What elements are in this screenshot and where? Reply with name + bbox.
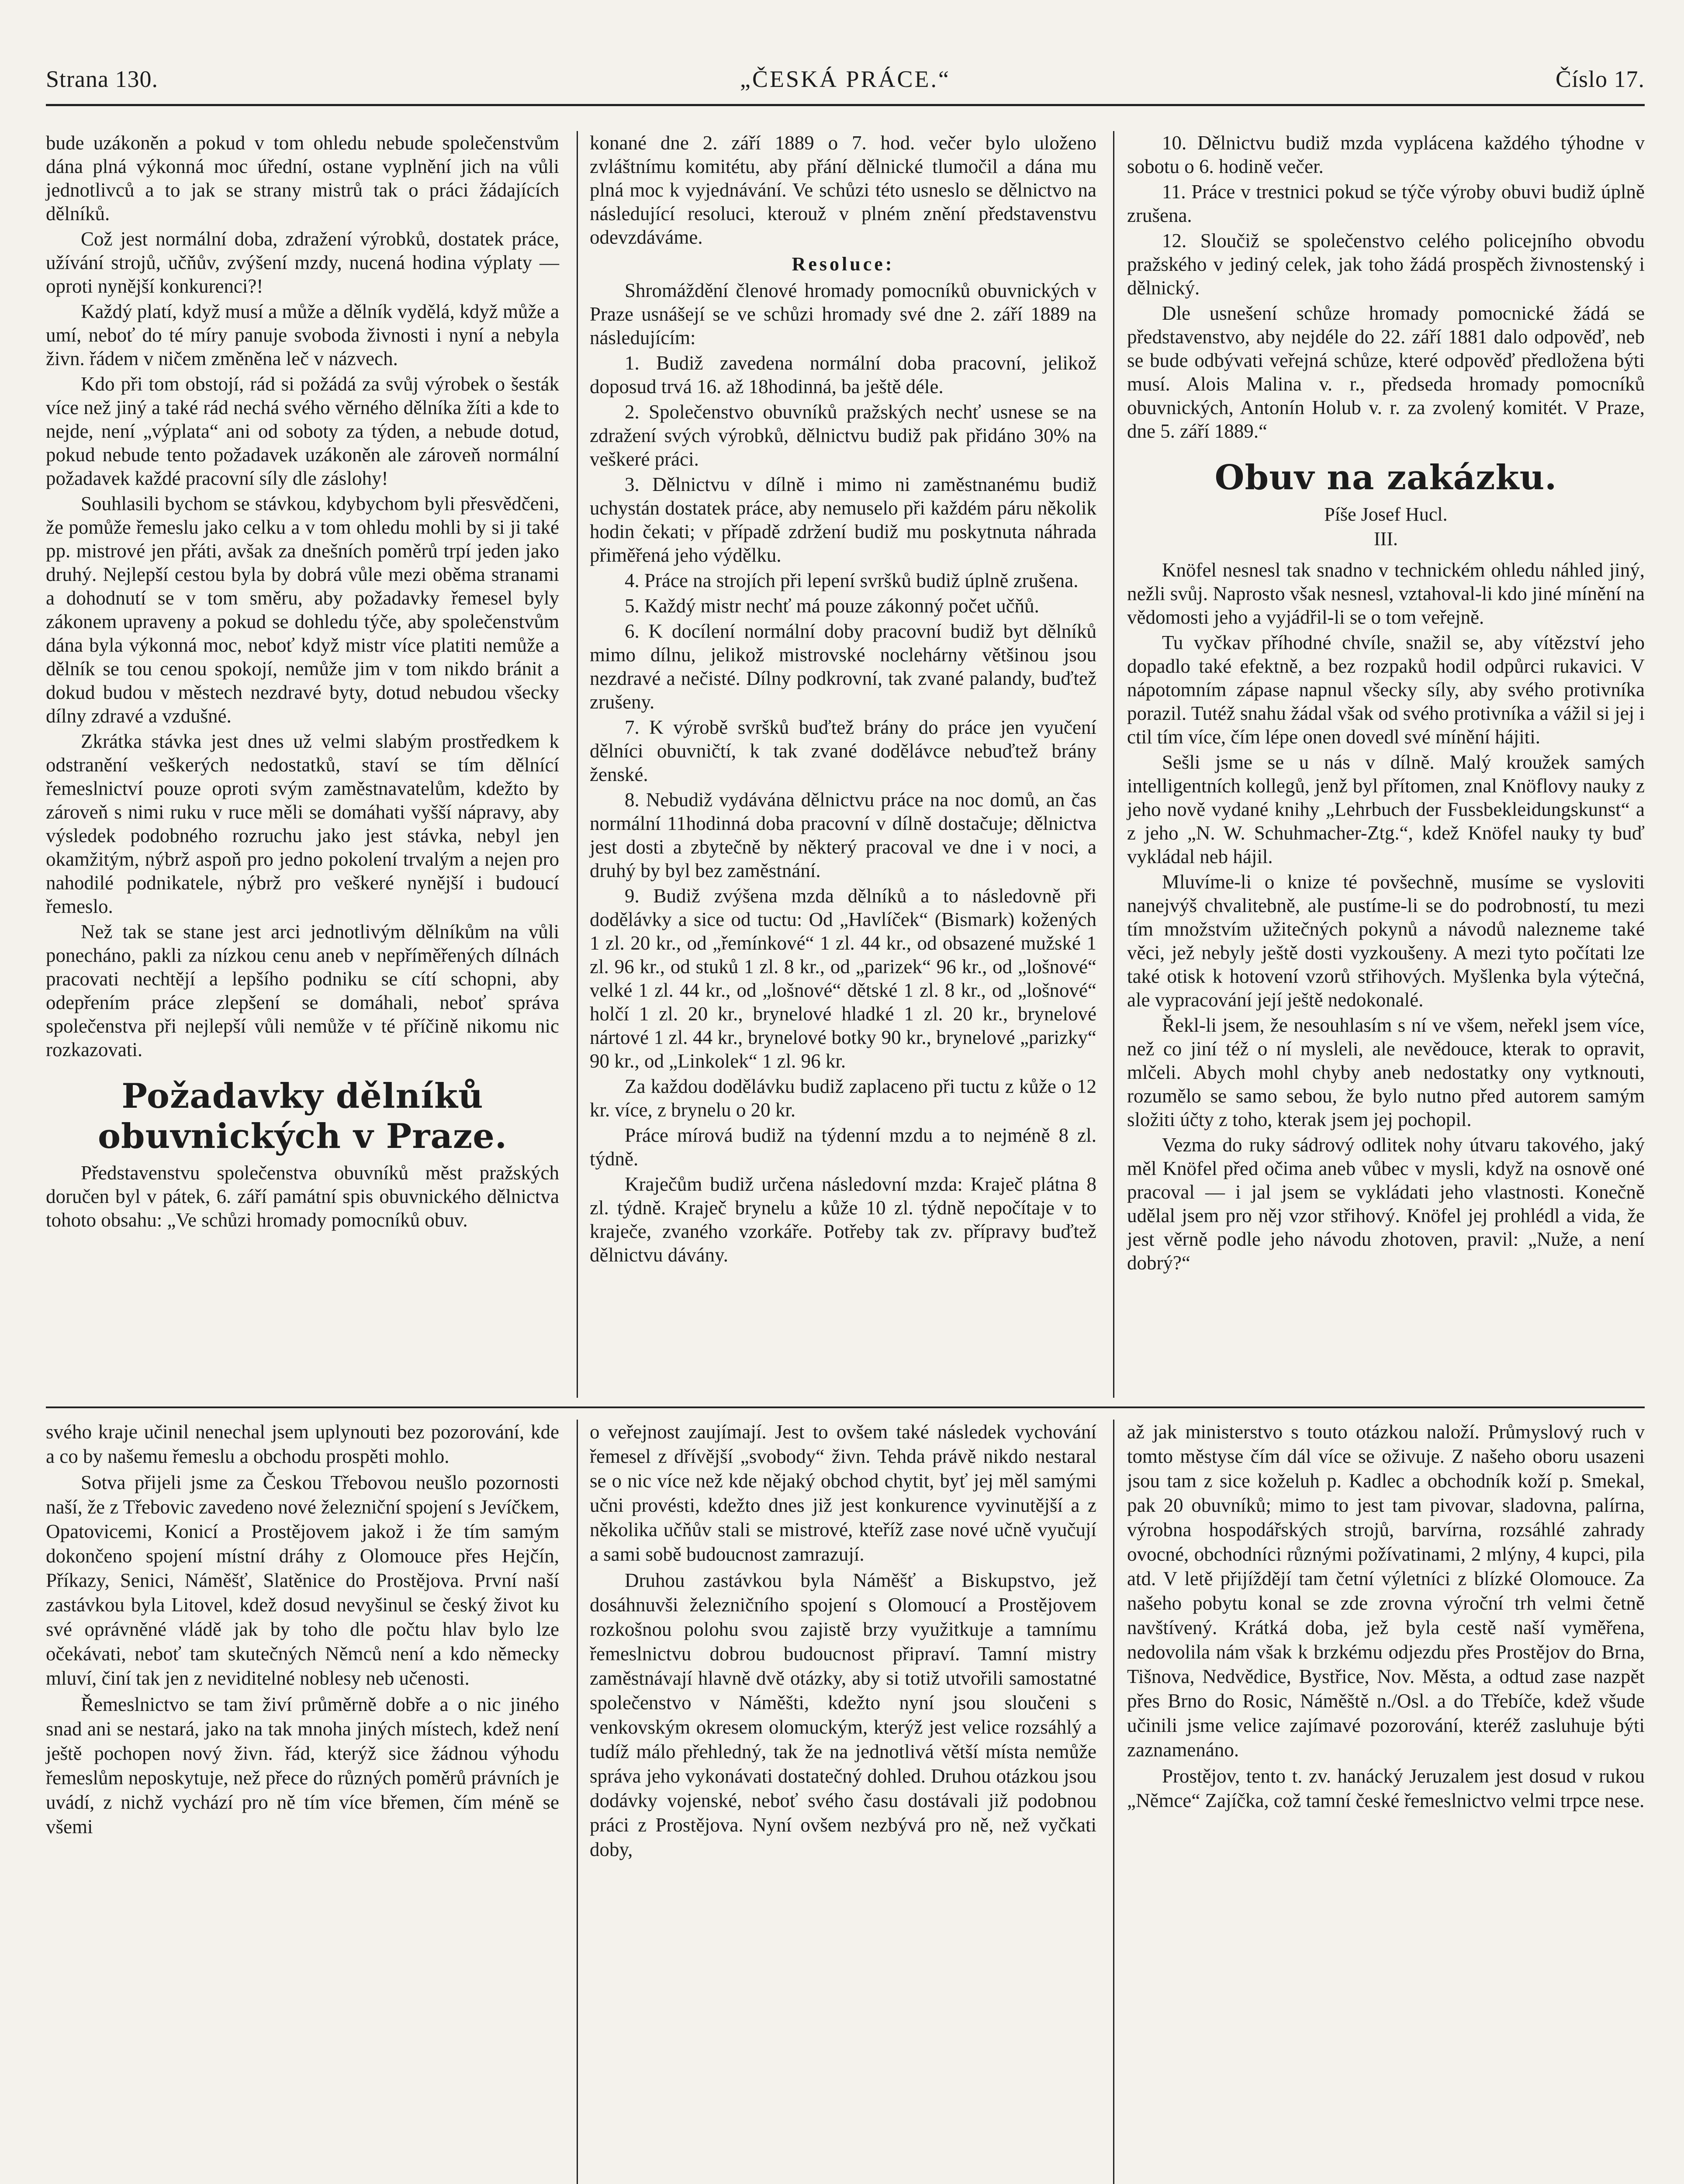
article-paragraph: Vezma do ruky sádrový odlitek nohy útvaru takového, jaký měl Knöfel před očima aneb vůbec v mysli, když na osnově oné pracoval — i jal jsem se vykládati jeho vlastnosti. Konečně udělal jsem pro něj vzor střihový. Knöfel jej prohlédl a vida, že jest věrně podle jeho návodu zhotoven, pravil: „Nuže, a není dobrý?“ xyxy=(1127,1134,1645,1274)
article-paragraph: Mluvíme-li o knize té povšechně, musíme se vysloviti nanejvýš chvalitebně, ale pustíme-li se do podrobností, tu mezi tím množstvím užitečných pokynů a návodů nalezneme také věci, jež nebyly ještě dosti vyzkoušeny. A mezi tyto počítati lze také otisk k hotovení vzorů střihových. Myšlenka byla výtečná, ale vypracování její ještě nedokonalé. xyxy=(1127,871,1645,1011)
article-paragraph: Souhlasili bychom se stávkou, kdybychom byli přesvědčeni, že pomůže řemeslu jako celku a v tom ohledu mohli by si ji také pp. mistrové jen přáti, avšak za dnešních poměrů trpí jeden jako druhý. Nejlepší cestou byla by dobrá vůle mezi oběma stranami a dohodnutí se v tom směru, aby požadavky řemesel byly zákonem upraveny a pokud se dohledu týče, aby společenstvům dána byla výkonná moc, neboť když mistr více platiti nemůže a dělník se tou cenou spokojí, nemůže jim v tom nikdo bránit a dokud budou v městech nezdravé byty, dotud nebudou všecky dílny zdravé a vzdušné. xyxy=(46,493,559,727)
resolution-item: 8. Nebudiž vydávána dělnictvu práce na noc domů, an čas normální 11hodinná doba pracovní v dílně dostačuje; dělnictva jest dosti a zbytečně by některý pracoval ve dne i v noci, a druhý by byl bez zaměstnání. xyxy=(590,789,1096,881)
resolution-item: 3. Dělnictvu v dílně i mimo ni zaměstnanému budiž uchystán dostatek práce, aby nemuselo při každém páru několik hodin čekati; v případě zdržení budiž mu poskytnuta náhrada přiměřená jeho výdělku. xyxy=(590,473,1096,566)
article-paragraph: Řekl-li jsem, že nesouhlasím s ní ve všem, neřekl jsem více, než co jiní též o ní mysleli, ale nevědouce, kterak to opravit, mlčeli. Abych mohl chyby aneb nedostatky ony vytknouti, rozumělo se samo sebou, že bylo nutno před autorem samým složiti účty z toho, kterak jsem jej pochopil. xyxy=(1127,1014,1645,1130)
page-header xyxy=(46,61,1645,100)
article-paragraph: Což jest normální doba, zdražení výrobků, dostatek práce, užívání strojů, učňův, zvýšení mzdy, nucená hodina výplaty — oproti nynější konkurenci?! xyxy=(46,228,559,297)
article-paragraph: Tu vyčkav příhodné chvíle, snažil se, aby vítězství jeho dopadlo také efektně, a bez rozpaků hodil odpůrci rukavici. V nápotomním zápase napnul všecky síly, aby svého protivníka porazil. Tutéž snahu žádal však od svého protivníka a vážil si jej i ctil tím více, čím lépe onen dovedl své mínění hájiti. xyxy=(1127,632,1645,748)
resolution-item: 12. Sloučiž se společenstvo celého policejního obvodu pražského v jediný celek, jak toho žádá prospěch živnostenský i dělnický. xyxy=(1127,230,1645,299)
article-paragraph: svého kraje učinil nenechal jsem uplynouti bez pozorování, kde a co by našemu řemeslu a obchodu prospěti mohlo. xyxy=(46,1421,559,1467)
article-paragraph: Představenstvu společenstva obuvníků měst pražských doručen byl v pátek, 6. září památní spis obuvnického dělnictva tohoto obsahu: „Ve schůzi hromady pomocníků obuv. xyxy=(46,1162,559,1231)
top-column-2 xyxy=(590,131,1096,1398)
resolution-item: 5. Každý mistr nechť má pouze zákonný počet učňů. xyxy=(625,595,1039,617)
issue-number: Číslo 17. xyxy=(1555,66,1645,92)
article-paragraph: Kdo při tom obstojí, rád si požádá za svůj výrobek o šesták více než jiný a také rád nechá svého věrného dělníka žíti a kde to nejde, není „výplata“ ani od soboty za týden, a nebude dotud, pokud nebude tento požadavek uzákoněn ale zároveň normální požadavek každé pracovní síly dle záslohy! xyxy=(46,373,559,489)
column-separator xyxy=(577,1420,578,2184)
resolution-item: 9. Budiž zvýšena mzda dělníků a to následovně při dodělávky a sice od tuctu: Od „Havlíček“ (Bismark) kožených 1 zl. 20 kr., od „řemínkové“ 1 zl. 44 kr., od obsazené mužské 1 zl. 96 kr., od stuků 1 zl. 8 kr., od „parizek“ 96 kr., od „lošnové“ velké 1 zl. 44 kr., od „lošnové“ dětské 1 zl. 8 kr., od „lošnové“ holčí 1 zl. 20 kr., brynelové hladké 1 zl. 20 kr., brynelové nártové 1 zl. 44 kr., brynelové botky 90 kr., brynelové „parizky“ 90 kr., od „Linkolek“ 1 zl. 96 kr. xyxy=(590,885,1096,1072)
resolution-item: 10. Dělnictvu budiž mzda vyplácena každého týhodne v sobotu o 6. hodině večer. xyxy=(1127,132,1645,177)
article-paragraph: Za každou dodělávku budiž zaplaceno při tuctu z kůže o 12 kr. více, z brynelu o 20 kr. xyxy=(590,1075,1096,1121)
resolution-item: 4. Práce na strojích při lepení svršků budiž úplně zrušena. xyxy=(625,570,1079,591)
article-paragraph: Zkrátka stávka jest dnes už velmi slabým prostředkem k odstranění veškerých nedostatků, staví se tím dělnící řemeslnictví pouze oproti svým zaměstnavatelům, kdežto by zároveň s nimi ruku v ruce měli se domáhati vyšší nápravy, aby výsledek podobného rozruchu jako jest stávka, nebyl jen okamžitým, nýbrž aspoň pro jedno pokolení trvalým a nejen pro nahodilé podnikatele, nýbrž pro veškeré nynější i budoucí řemeslo. xyxy=(46,730,559,917)
top-column-3 xyxy=(1127,131,1645,1398)
bottom-column-1 xyxy=(46,1420,559,2184)
article-author: Píše Josef Hucl. xyxy=(1324,504,1448,525)
resolution-item: 1. Budiž zavedena normální doba pracovní, jelikož doposud trvá 16. až 18hodinná, ba ještě déle. xyxy=(590,352,1096,397)
column-separator xyxy=(1113,1420,1114,2184)
section-separator xyxy=(46,1406,1645,1408)
page-number: Strana 130. xyxy=(46,66,158,92)
article-paragraph: Než tak se stane jest arci jednotlivým dělníkům na vůli ponecháno, pakli za nízkou cenu aneb v nepříměřených dílnách pracovati nechtějí a lepšího podniku se cítí schopni, aby odepřením práce zlepšení se domáhali, neboť správa společenstva při nejlepší vůli nemůže v té příčině nikomu nic rozkazovati. xyxy=(46,921,559,1061)
column-separator xyxy=(577,131,578,1398)
article-paragraph: až jak ministerstvo s touto otázkou naloží. Průmyslový ruch v tomto městyse čím dál více se oživuje. Z našeho oboru usazeni jsou tam z sice koželuh p. Kadlec a obchodník koží p. Smekal, pak 20 obuvníků; mimo to jest tam pivovar, sladovna, palírna, výrobna hospodářských strojů, barvírna, rozsáhlé zahrady ovocné, obchodníci různými požívatinami, 2 mlýny, 4 kupci, pila atd. V letě přijíždějí tam četní výletníci z blízké Olomouce. Za našeho pobytu konal se zde zrovna výroční trh velmi četně navštívený. Krátká doba, jež byla cestě naší vyměřena, nedovolila nám však k brzkému odjezdu přes Prostějov do Brna, Tišnova, Nedvědice, Bystřice, Nov. Města, a odtud zase nazpět přes Brno do Rosic, Náměště n./Osl. a do Třebíče, kdež všude učinili jsme velice zajímavé pozorování, kteréž zasluhuje býti zaznamenáno. xyxy=(1127,1421,1645,1761)
article-paragraph: konané dne 2. září 1889 o 7. hod. večer bylo uloženo zvláštnímu komitétu, aby přání dělnické tlumočil a dána mu plná moc k vyjednávání. Ve schůzi této usneslo se dělnictvo na následující resoluci, kterouž v plném znění představenstvu odevzdáváme. xyxy=(590,132,1096,248)
section-heading: Obuv na zakázku. xyxy=(1214,458,1557,498)
resolution-item: 11. Práce v trestnici pokud se týče výroby obuvi budiž úplně zrušena. xyxy=(1127,181,1645,226)
section-heading: Požadavky dělníků obuvnických v Praze. xyxy=(98,1076,507,1156)
article-paragraph: Dle usnešení schůze hromady pomocnické žádá se představenstvo, aby nejdéle do 22. září 1881 dalo odpověď, neb se bude odbývati veřejná schůze, které odpověď předložena býti musí. Alois Malina v. r., předseda hromady pomocníků obuvnických, Antonín Holub v. r. za zvolený komitét. V Praze, dne 5. září 1889.“ xyxy=(1127,302,1645,442)
article-paragraph: Každý platí, když musí a může a dělník vydělá, když může a umí, neboť do té míry panuje svoboda živnosti i nyní a nebyla živn. řádem v ničem změněna leč v názvech. xyxy=(46,301,559,370)
article-paragraph: bude uzákoněn a pokud v tom ohledu nebude společenstvům dána plná výkonná moc úřední, ostane vyplnění jich na vůli jednotlivců a to jak se strany mistrů tak o práci žádajících dělníků. xyxy=(46,132,559,225)
bottom-column-2 xyxy=(590,1420,1096,2184)
article-paragraph: Práce mírová budiž na týdenní mzdu a to nejméně 8 zl. týdně. xyxy=(590,1124,1096,1170)
article-paragraph: Druhou zastávkou byla Náměšť a Biskupstvo, jež dosáhnuvši železničního spojení s Olomoucí a Prostějovem rozkošnou polohu svou zajistě brzy využitkuje a tamnímu řemeslnictvu dobrou budoucnost připraví. Tamní mistry zaměstnávají hlavně dvě otázky, aby si totiž utvořili samostatné společenstvo v Náměšti, kdežto nyní jsou sloučeni s venkovským okresem olomuckým, kterýž jest velice rozsáhlý a tudíž málo přehledný, tak že na jednotlivá větší místa nemůže správa jeho vykonávati dostatečný dohled. Druhou otázkou jsou dodávky vojenské, neboť svého času dostávali již podobnou práci z Prostějova. Nyní ovšem nezbývá pro ně, než vyčkati doby, xyxy=(590,1569,1096,1860)
article-part-number: III. xyxy=(1374,528,1398,549)
article-paragraph: Shromáždění členové hromady pomocníků obuvnických v Praze usnášejí se ve schůzi hromady své dne 2. září 1889 na následujícím: xyxy=(590,280,1096,349)
header-rule xyxy=(46,104,1645,106)
article-paragraph: Sešli jsme se u nás v dílně. Malý kroužek samých intelligentních kollegů, jenž byl přítomen, znal Knöflovy nauky z jeho nově vydané knihy „Lehrbuch der Fussbekleidungskunst“ a z jeho „N. W. Schuhmacher-Ztg.“, kdež Knöfel nauky ty buď vykládal neb hájil. xyxy=(1127,751,1645,867)
masthead-title: „ČESKÁ PRÁCE.“ xyxy=(740,66,951,92)
article-paragraph: Prostějov, tento t. zv. hanácký Jeruzalem jest dosud v rukou „Němce“ Zajíčka, což tamní české řemeslnictvo velmi trpce nese. xyxy=(1127,1765,1645,1811)
resolution-item: 7. K výrobě svršků buďtež brány do práce jen vyučení dělníci obuvničtí, k tak zvané dodělávce nebuďtež brány ženské. xyxy=(590,716,1096,785)
resolution-item: 2. Společenstvo obuvníků pražských nechť usnese se na zdražení svých výrobků, dělnictvu budiž pak přidáno 30% na veškeré práci. xyxy=(590,401,1096,470)
column-separator xyxy=(1113,131,1114,1398)
article-paragraph: Řemeslnictvo se tam živí průměrně dobře a o nic jiného snad ani se nestará, jako na tak mnoha jiných místech, kdež není ještě pochopen nový živn. řád, kterýž sice žádnou výhodu řemeslům neposkytuje, než přece do různých poměrů právních je uvádí, z nichž vychází pro ně tím více břemen, čím méně se všemi xyxy=(46,1693,559,1838)
article-paragraph: Knöfel nesnesl tak snadno v technickém ohledu náhled jiný, nežli svůj. Naprosto však nesnesl, vztahoval-li kdo jiné mínění na vědomosti jeho a vyjádřil-li se o tom veřejně. xyxy=(1127,559,1645,628)
article-paragraph: o veřejnost zaujímají. Jest to ovšem také následek vychování řemesel z dřívější „svobody“ živn. Tehda právě nikdo nestaral se o nic více než kde nějaký obchod chytit, byť jej měl samými učni provésti, kdežto dnes již jest konkurence vyvinutější a z několika učňův stali se mistrové, kteříž zase nové učně vyučují a sami sobě budoucnost zamrazují. xyxy=(590,1421,1096,1565)
top-column-1 xyxy=(46,131,559,1398)
article-paragraph: Sotva přijeli jsme za Českou Třebovou neušlo pozornosti naší, že z Třebovic zavedeno nové železniční spojení s Jevíčkem, Opatovicemi, Konicí a Prostějovem jakož i že tím samým dokončeno spojení místní dráhy z Olomouce přes Hejčín, Příkazy, Senici, Náměšť, Slatěnice do Prostějova. První naší zastávkou byla Litovel, kdež dosud nevyšinul se český život ku své oprávněné vládě jak by toho dle počtu hlav bylo lze očekávati, neboť tam skutečných Němců není a kdo německy mluví, činí tak jen z neviditelné noblesy neb učenosti. xyxy=(46,1472,559,1689)
resolution-item: 6. K docílení normální doby pracovní budiž byt dělníků mimo dílnu, jelikož mistrovské noclehárny většinou jsou nezdravé a nečisté. Dílny podkrovní, tak zvané palandy, buďtež zrušeny. xyxy=(590,620,1096,713)
resolution-heading: Resoluce: xyxy=(792,253,895,275)
article-paragraph: Kraječům budiž určena následovní mzda: Kraječ plátna 8 zl. týdně. Kraječ brynelu a kůže 10 zl. týdně nepočítaje v to kraječe, zvaného vzorkáře. Potřeby tak zv. přípravy buďtež dělnictvu dávány. xyxy=(590,1173,1096,1266)
bottom-column-3 xyxy=(1127,1420,1645,2184)
